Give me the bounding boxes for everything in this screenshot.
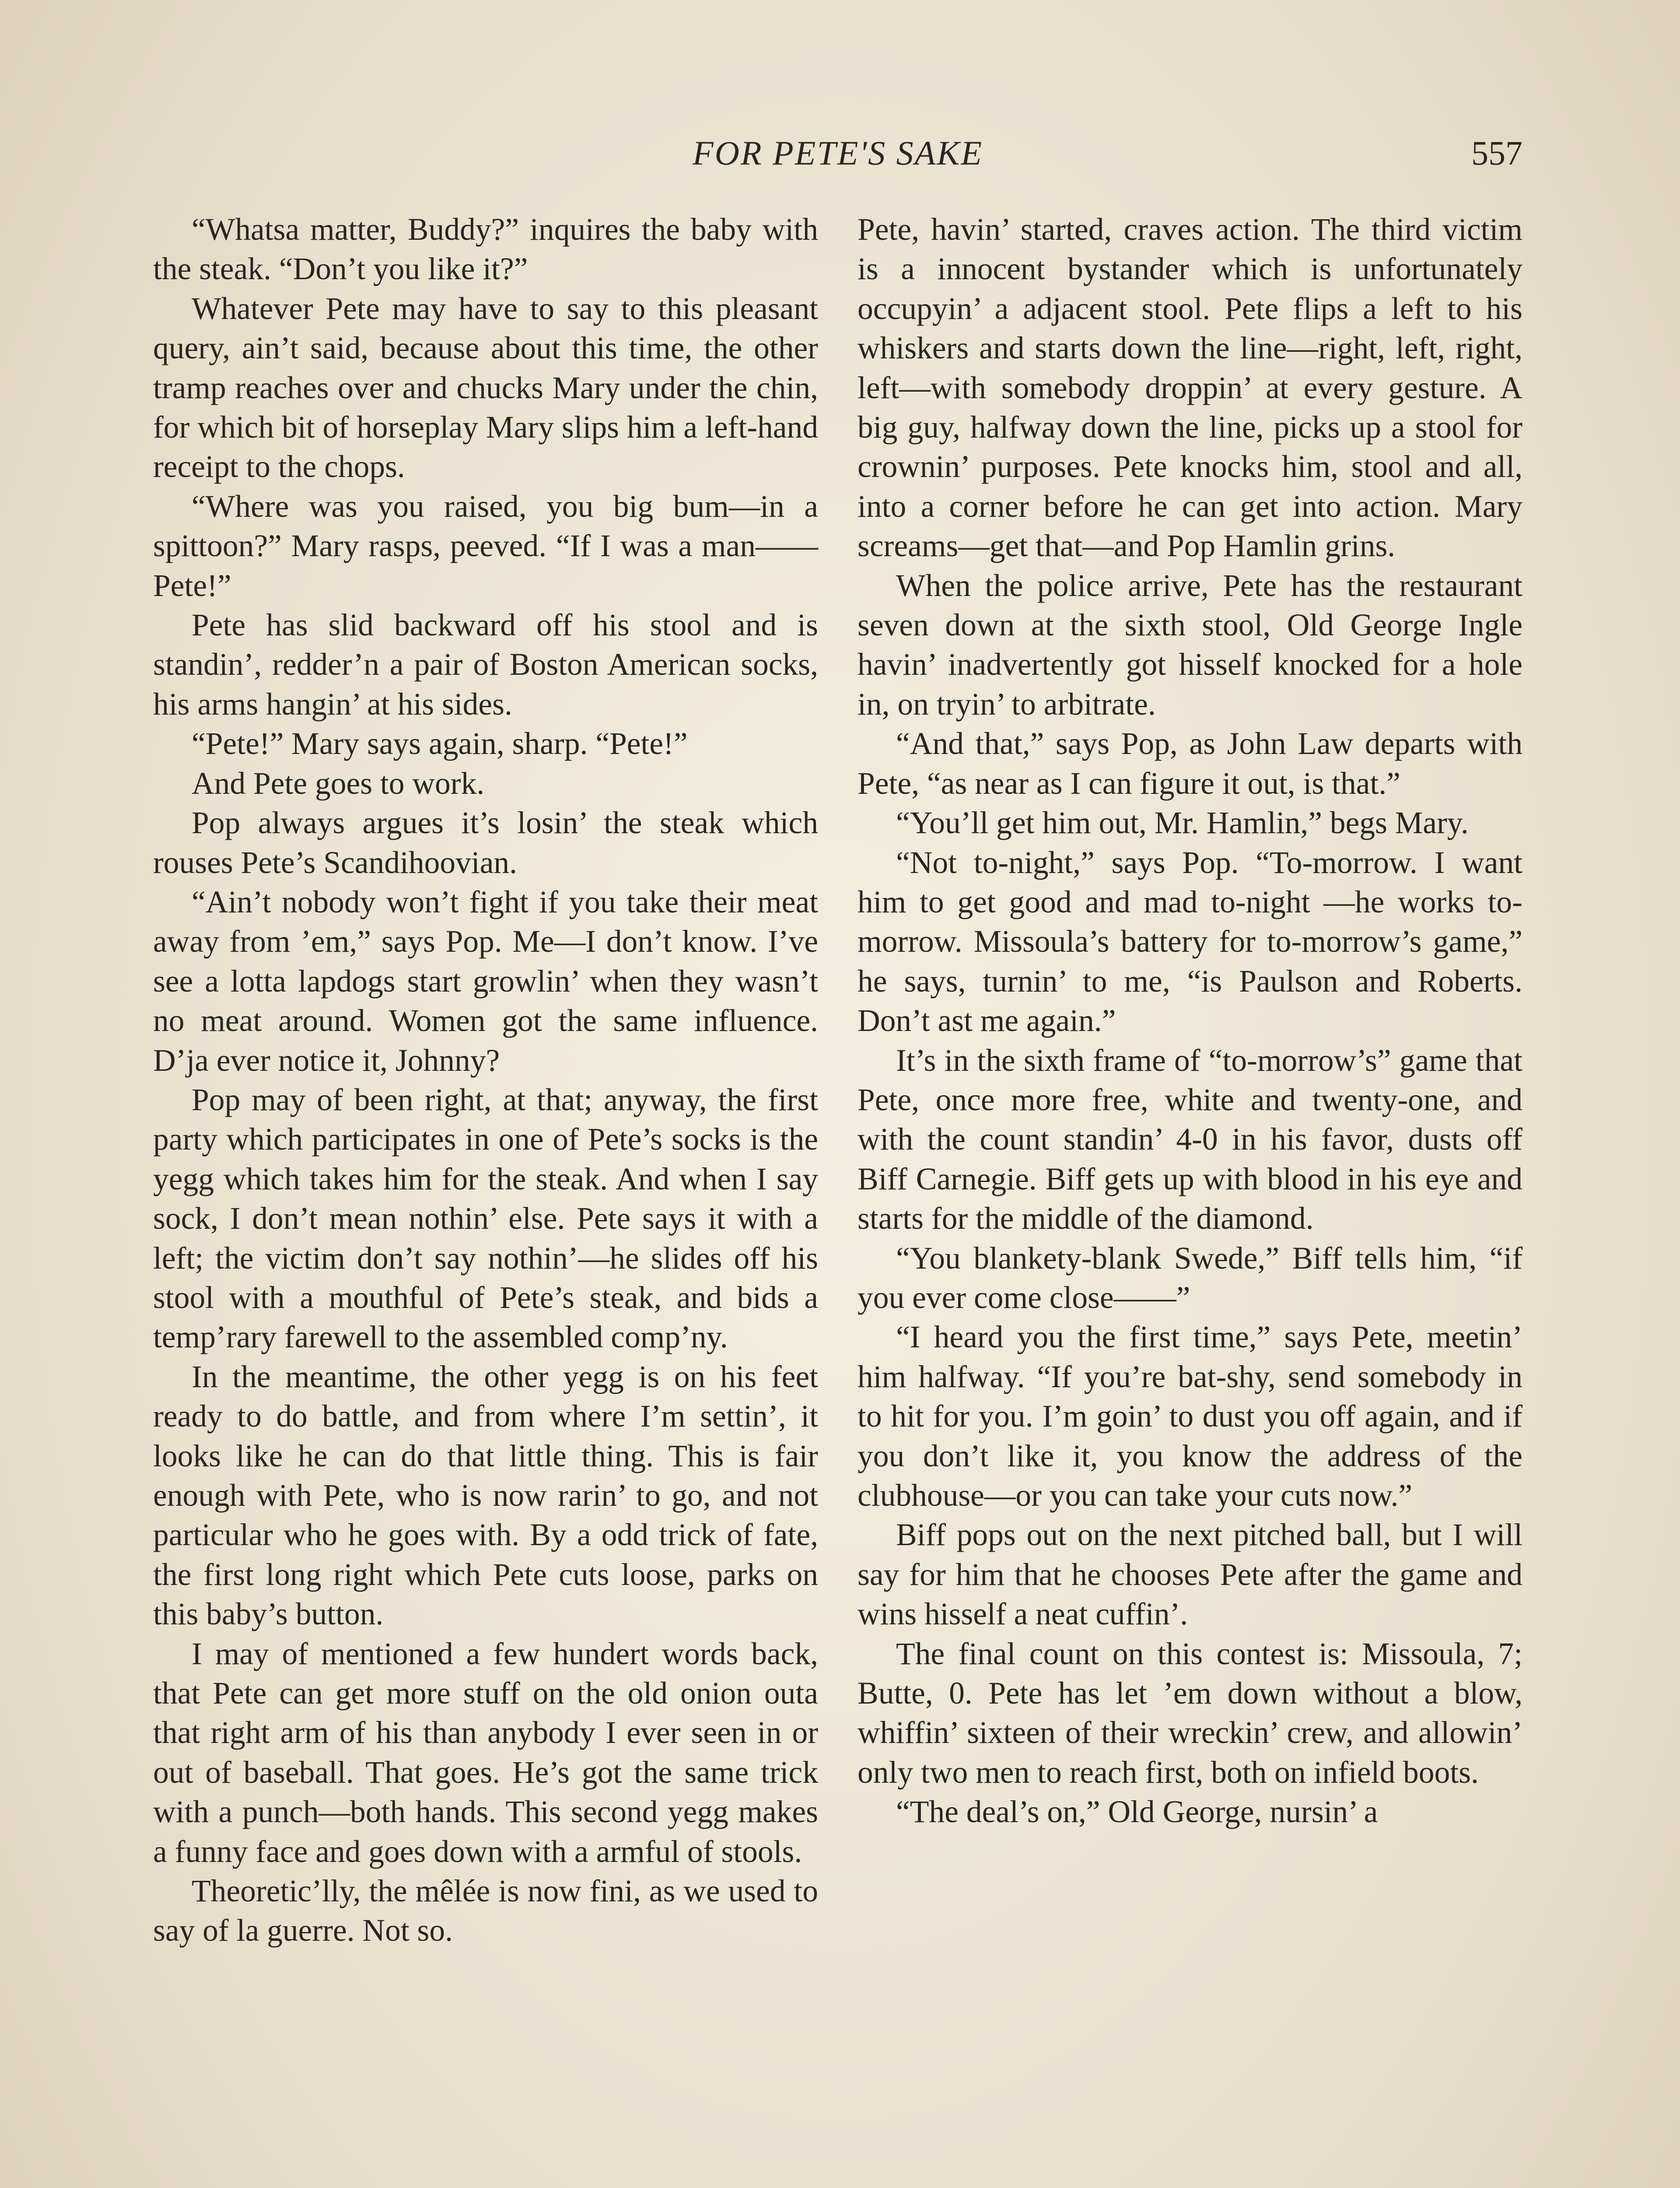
paragraph: “You’ll get him out, Mr. Hamlin,” begs Mary. bbox=[896, 806, 1469, 841]
paragraph: “I heard you the first time,” says Pete, meetin’ him halfway. “If you’re bat-shy, send somebody in to hit for you. I’m goin’ to dust you off again, and if you don’t like it, you know the address of the clubhouse—or you can take your cuts now.” bbox=[858, 1320, 1522, 1513]
paragraph: “And that,” says Pop, as John Law departs with Pete, “as near as I can figure it out, is that.” bbox=[858, 726, 1522, 801]
paragraph: And Pete goes to work. bbox=[192, 766, 485, 801]
paragraph: “Where was you raised, you big bum—in a spittoon?” Mary rasps, peeved. “If I was a man——Pete!” bbox=[153, 489, 818, 603]
paragraph: Pop may of been right, at that; anyway, the first party which participates in one of Pete’s socks is the yegg which takes him for the steak. And when I say sock, I don’t mean nothin’ else. Pete says it with a left; the victim don’t say nothin’—he slides off his stool with a mouthful of Pete’s steak, and bids a temp’rary farewell to the assembled comp’ny. bbox=[153, 1082, 818, 1355]
paragraph: I may of mentioned a few hundert words back, that Pete can get more stuff on the old onion outa that right arm of his than anybody I ever seen in or out of baseball. That goes. He’s got the same trick with a punch—both hands. This second yegg makes a funny face and goes down with a armful of stools. bbox=[153, 1636, 818, 1869]
paragraph: Biff pops out on the next pitched ball, but I will say for him that he chooses Pete after the game and wins hisself a neat cuffin’. bbox=[858, 1518, 1522, 1632]
paragraph: The final count on this contest is: Missoula, 7; Butte, 0. Pete has let ’em down without a blow, whiffin’ sixteen of their wreckin’ crew, and allowin’ only two men to reach first, both on infield boots. bbox=[858, 1636, 1522, 1790]
paragraph: “Not to-night,” says Pop. “To-morrow. I want him to get good and mad to-night —he works to-morrow. Missoula’s battery for to-morrow’s game,” he says, turnin’ to me, “is Paulson and Roberts. Don’t ast me again.” bbox=[858, 845, 1522, 1038]
paragraph: Pop always argues it’s losin’ the steak which rouses Pete’s Scandihoovian. bbox=[153, 806, 818, 880]
running-title: FOR PETE'S SAKE bbox=[693, 134, 983, 172]
paragraph: “Whatsa matter, Buddy?” inquires the baby with the steak. “Don’t you like it?” bbox=[153, 212, 818, 287]
paragraph-continued: Pete, havin’ started, craves action. The third victim is a innocent bystander which is unfortunately occupyin’ a adjacent stool. Pete flips a left to his whiskers and starts down the line—right, left, right, left—with somebody droppin’ at every gesture. A big guy, halfway down the line, picks up a stool for crownin’ purposes. Pete knocks him, stool and all, into a corner before he can get into action. Mary screams—get that—and Pop Hamlin grins. bbox=[858, 212, 1522, 564]
paragraph: Pete has slid backward off his stool and is standin’, redder’n a pair of Boston American socks, his arms hangin’ at his sides. bbox=[153, 608, 818, 722]
running-head bbox=[153, 129, 1522, 177]
page-number: 557 bbox=[1471, 134, 1522, 172]
paragraph: Theoretic’lly, the mêlée is now fini, as we used to say of la guerre. Not so. bbox=[153, 1874, 818, 1948]
paragraph: “The deal’s on,” Old George, nursin’ a bbox=[896, 1795, 1378, 1830]
paragraph: “Ain’t nobody won’t fight if you take their meat away from ’em,” says Pop. Me—I don’t know. I’ve see a lotta lapdogs start growlin’ when they wasn’t no meat around. Women got the same influence. D’ja ever notice it, Johnny? bbox=[153, 884, 818, 1078]
paragraph: When the police arrive, Pete has the restaurant seven down at the sixth stool, Old George Ingle havin’ inadvertently got hisself knocked for a hole in, on tryin’ to arbitrate. bbox=[858, 568, 1522, 722]
left-column bbox=[153, 210, 818, 1951]
paragraph: In the meantime, the other yegg is on his feet ready to do battle, and from where I’m settin’, it looks like he can do that little thing. This is fair enough with Pete, who is now rarin’ to go, and not particular who he goes with. By a odd trick of fate, the first long right which Pete cuts loose, parks on this baby’s button. bbox=[153, 1359, 818, 1632]
paragraph: It’s in the sixth frame of “to-morrow’s” game that Pete, once more free, white and twenty-one, and with the count standin’ 4-0 in his favor, dusts off Biff Carnegie. Biff gets up with blood in his eye and starts for the middle of the diamond. bbox=[858, 1043, 1522, 1236]
paragraph: Whatever Pete may have to say to this pleasant query, ain’t said, because about this time, the other tramp reaches over and chucks Mary under the chin, for which bit of horseplay Mary slips him a left-hand receipt to the chops. bbox=[153, 291, 818, 484]
paragraph: “Pete!” Mary says again, sharp. “Pete!” bbox=[192, 726, 688, 761]
paragraph: “You blankety-blank Swede,” Biff tells him, “if you ever come close——” bbox=[858, 1241, 1522, 1315]
right-column bbox=[858, 210, 1522, 1832]
